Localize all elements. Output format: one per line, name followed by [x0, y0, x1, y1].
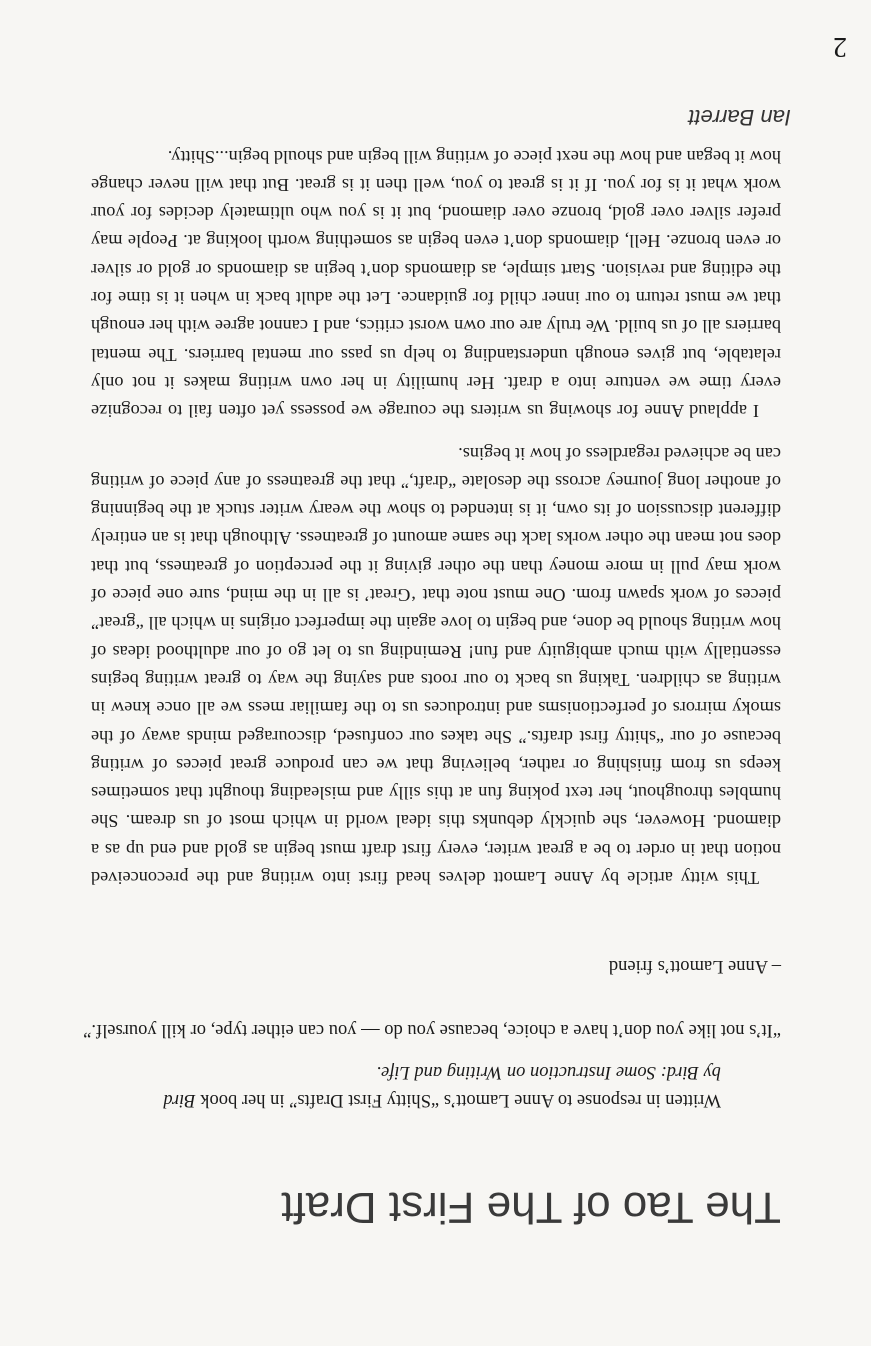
document-title: The Tao of The First Draft: [281, 1183, 781, 1232]
intro-text: Written in response to Anne Lamott’s “Shitty First Drafts” in her book: [195, 1090, 721, 1110]
book-title: Bird by Bird: Some Instruction on Writing and Life.: [163, 1062, 721, 1110]
body-paragraph: This witty article by Anne Lamott delves head first into writing and the preconceived notion that in order to be a great writer, every first draft must begin as gold and end up as a diamond. However, she quickly debunks this ideal world in which most of us dream. She humbles throughout, her text poking fun at this silly and misleading thought that sometimes keeps us from finishing or rather, believing that we can produce great pieces of writing because of our “shitty first drafts.” She takes our confused, discouraged minds away of the smoky mirrors of perfectionisms and introduces us to the familiar mess we all once knew in writing as children. Taking us back to our roots and saying the way to great writing begins essentially with much ambiguity and fun! Reminding us to let go of our adulthood ideas of how writing should be done, and begin to love again the imperfect origins in which all “great” pieces of work spawn from. One must note that ‘Great’ is all in the mind, sure one piece of work may pull in more money than the other giving it the perception of greatness, but that does not mean the other works lack the same amount of greatness. Although that is an entirely different discussion of its own, it is intended to show the weary writer stuck at the beginning of another long journey across the desolate “draft,” that the greatness of any piece of writing can be achieved regardless of how it begins.: [91, 443, 781, 888]
epigraph-attribution: – Anne Lamott’s friend: [608, 956, 781, 976]
page-number: 2: [833, 31, 847, 62]
intro-note: [161, 1058, 721, 1114]
epigraph-quote: “It’s not like you don’t have a choice, because you do — you can either type, or kill yourself.”: [83, 1020, 781, 1040]
author-name: Ian Barrett: [688, 105, 791, 130]
body-paragraph: I applaud Anne for showing us writers the courage we possess yet often fail to recognize every time we venture into a draft. Her humility in her own writing makes it not only relatable, but gives enough understanding to help us pass our mental barriers. The mental barriers all of us build. We truly are our own worst critics, and I cannot agree with her enough that we must return to our inner child for guidance. Let the adult back in when it is time for the editing and revision. Start simple, as diamonds don’t begin as diamonds or gold or silver or even bronze. Hell, diamonds don’t even begin as something worth looking at. People may prefer silver over gold, bronze over diamond, but it is you who ultimately decides for your work what it is for you. If it is great to you, well then it is great. But that will never change how it began and how the next piece of writing will begin and should begin...Shitty.: [91, 146, 781, 422]
article-body: [91, 142, 781, 892]
